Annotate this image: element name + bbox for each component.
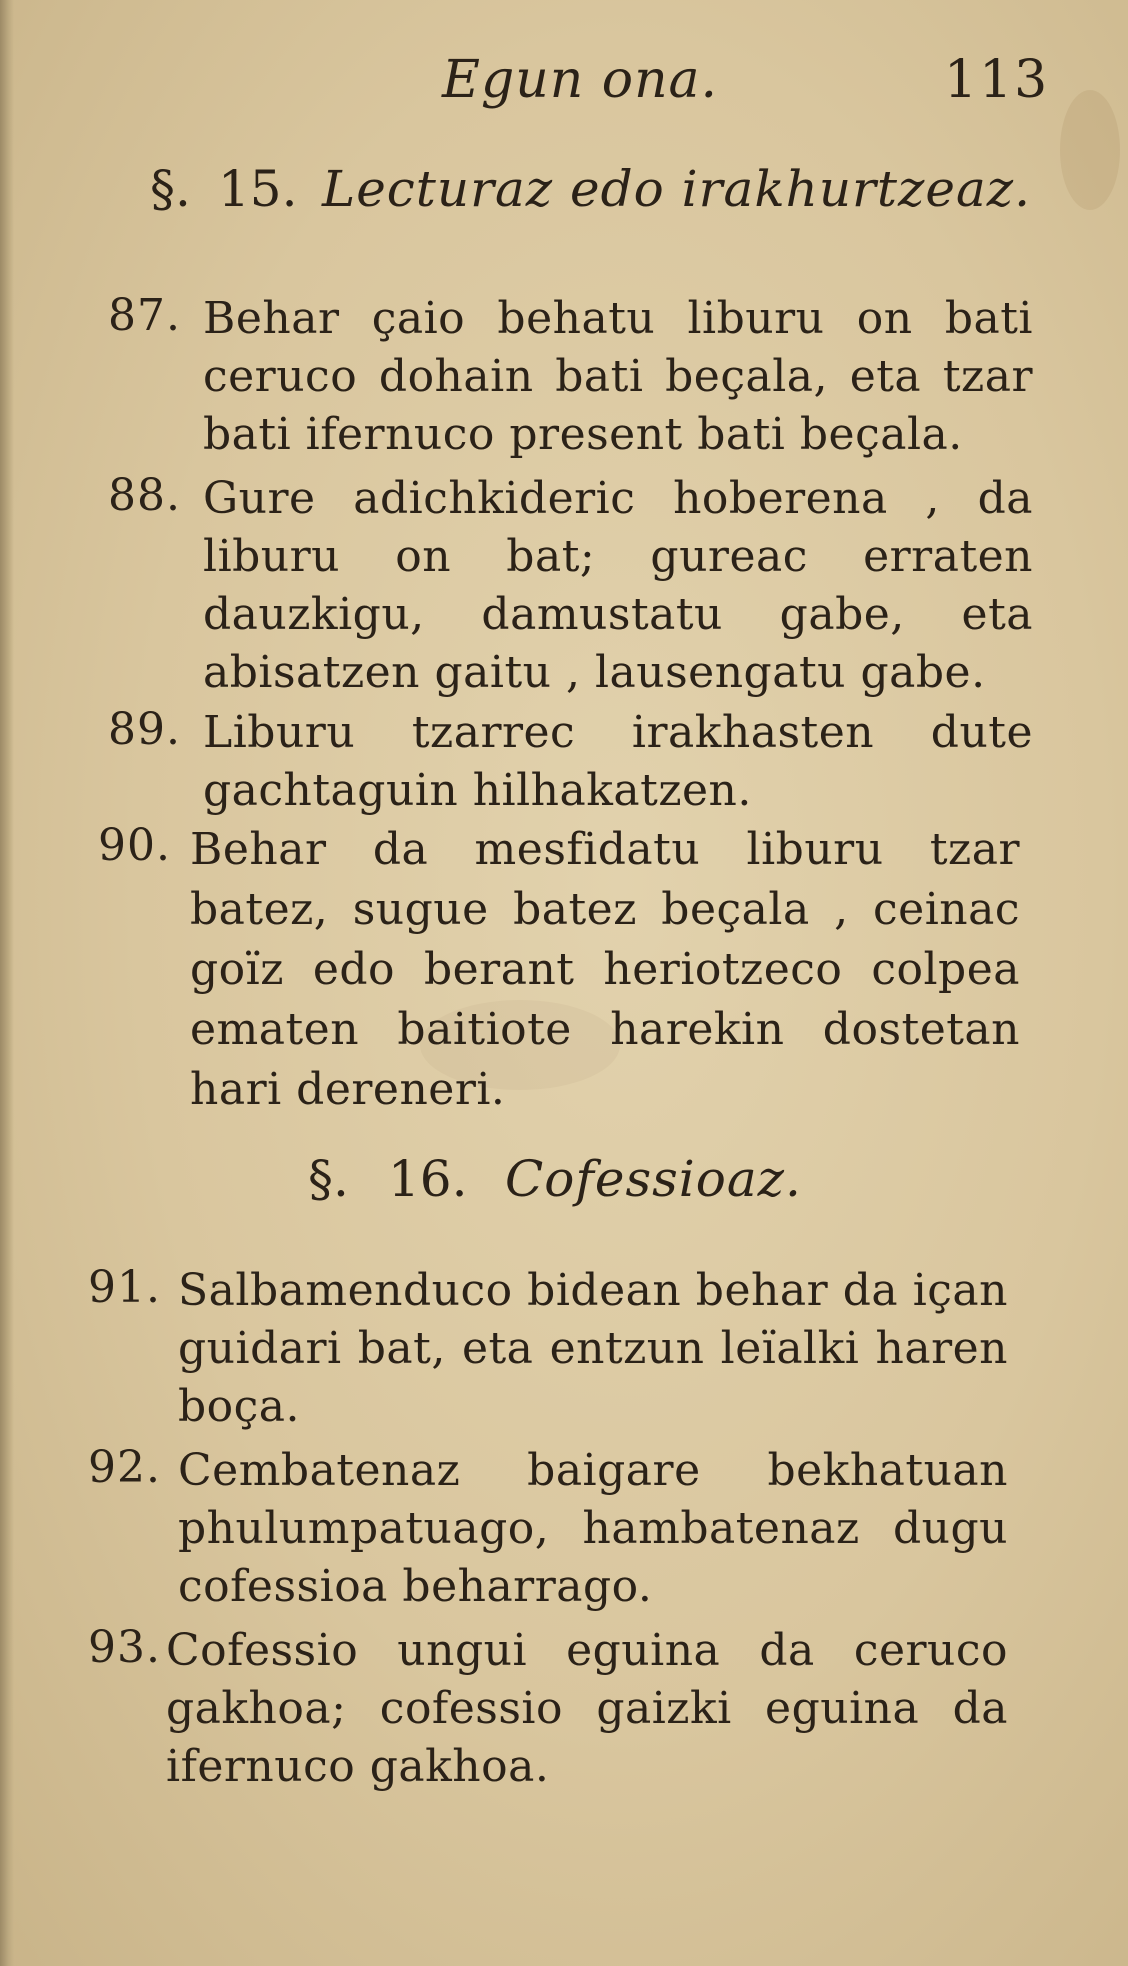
paragraph-text: Liburu tzarrec irakhasten dute gachtaguin hilhakatzen. <box>203 707 1033 816</box>
paragraph-text: Salbamenduco bidean behar da içan guidari bat, eta entzun leïalki haren boça. <box>178 1265 1008 1432</box>
paragraph-text: Cembatenaz baigare bekhatuan phulumpatuago, hambatenaz dugu cofessioa beharrago. <box>178 1445 1008 1612</box>
paragraph-number: 91. <box>88 1262 161 1313</box>
paragraph-text: Behar da mesfidatu liburu tzar batez, sugue batez beçala , ceinac goïz edo berant heriotzeco colpea ematen baitiote harekin dostetan hari dereneri. <box>190 824 1020 1115</box>
paragraph-number: 89. <box>108 704 181 755</box>
running-head <box>0 50 1128 120</box>
paragraph-number: 87. <box>108 290 181 341</box>
section-title: Cofessioaz. <box>505 1150 802 1208</box>
paragraph-number: 88. <box>108 470 181 521</box>
section-mark: §. <box>308 1150 349 1208</box>
section-number: 15. <box>218 160 298 218</box>
paragraph-text: Gure adichkideric hoberena , da liburu on bat; gureac erraten dauzkigu, damustatu gabe, eta abisatzen gaitu , lausengatu gabe. <box>203 473 1033 698</box>
section-heading <box>0 1150 1128 1220</box>
section-heading <box>0 160 1128 230</box>
section-title: Lecturaz edo irakhurtzeaz. <box>322 160 1032 218</box>
section-number: 16. <box>388 1150 468 1208</box>
paragraph-text: Cofessio ungui eguina da ceruco gakhoa; cofessio gaizki eguina da ifernuco gakhoa. <box>166 1625 1008 1792</box>
paragraph-number: 92. <box>88 1442 161 1493</box>
paragraph-number: 93. <box>88 1622 161 1673</box>
page-binding-edge <box>0 0 14 1966</box>
page-number: 113 <box>944 50 1050 110</box>
section-mark: §. <box>150 160 191 218</box>
paragraph-text: Behar çaio behatu liburu on bati ceruco dohain bati beçala, eta tzar bati ifernuco present bati beçala. <box>203 293 1033 460</box>
running-head-title: Egun ona. <box>442 50 719 110</box>
paragraph-number: 90. <box>98 820 171 871</box>
